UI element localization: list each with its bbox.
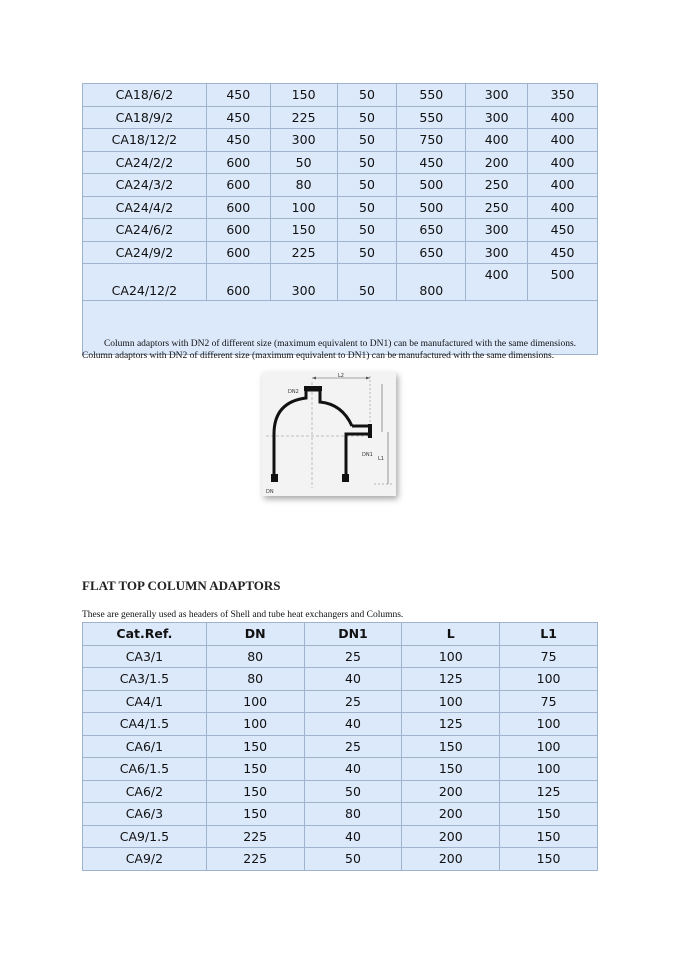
table-cell: 250 — [466, 196, 528, 219]
table-cell: 800 — [397, 264, 466, 301]
table-cell: 40 — [304, 825, 402, 848]
table-header-row — [83, 623, 598, 646]
dimensions-note: Column adaptors with DN2 of different size (maximum equivalent to DN1) can be manufactured with the same dimensions. — [82, 351, 555, 361]
table-cell: 500 — [397, 174, 466, 197]
table-cell: 40 — [304, 668, 402, 691]
table-cell: 50 — [337, 196, 397, 219]
cat-ref-cell: CA24/3/2 — [83, 174, 207, 197]
table-cell: 100 — [500, 758, 598, 781]
column-header: DN1 — [304, 623, 402, 646]
table-cell: 600 — [206, 219, 270, 242]
cat-ref-cell: CA3/1.5 — [83, 668, 207, 691]
table-cell: 100 — [500, 735, 598, 758]
table-row — [83, 106, 598, 129]
table-cell: 150 — [500, 825, 598, 848]
table-cell: 450 — [397, 151, 466, 174]
table-row — [83, 129, 598, 152]
cat-ref-cell: CA6/1.5 — [83, 758, 207, 781]
table-cell: 100 — [206, 690, 304, 713]
cat-ref-cell: CA6/1 — [83, 735, 207, 758]
column-adaptor-diagram — [262, 372, 396, 496]
table-cell: 50 — [337, 84, 397, 107]
flat-top-adaptors-table — [82, 622, 598, 871]
dn2-label: DN2 — [288, 389, 299, 395]
table-cell: 200 — [402, 825, 500, 848]
table-row — [83, 690, 598, 713]
cat-ref-cell: CA6/3 — [83, 803, 207, 826]
table-cell: 80 — [206, 668, 304, 691]
dn1-label: DN1 — [362, 452, 373, 458]
table-cell: 225 — [206, 848, 304, 871]
table-cell: 150 — [206, 735, 304, 758]
table-cell: 400 — [528, 151, 598, 174]
table-cell: 100 — [206, 713, 304, 736]
table-cell: 150 — [500, 848, 598, 871]
table-cell: 100 — [402, 645, 500, 668]
table-cell: 150 — [270, 84, 337, 107]
table-cell: 450 — [206, 106, 270, 129]
table-row — [83, 758, 598, 781]
section-heading: FLAT TOP COLUMN ADAPTORS — [82, 578, 281, 593]
table-cell: 450 — [528, 241, 598, 264]
column-header: DN — [206, 623, 304, 646]
column-adaptor-drawing — [262, 372, 396, 496]
table-row — [83, 668, 598, 691]
table-row — [83, 848, 598, 871]
table-cell: 225 — [270, 241, 337, 264]
table-cell: 750 — [397, 129, 466, 152]
table-row — [83, 174, 598, 197]
cat-ref-cell: CA18/9/2 — [83, 106, 207, 129]
table-cell: 200 — [466, 151, 528, 174]
table-cell: 300 — [270, 264, 337, 301]
table-cell: 225 — [270, 106, 337, 129]
table-cell: 40 — [304, 758, 402, 781]
table-cell: 350 — [528, 84, 598, 107]
table-row — [83, 219, 598, 242]
table-cell: 40 — [304, 713, 402, 736]
table-cell: 150 — [402, 735, 500, 758]
table-cell: 400 — [466, 129, 528, 152]
table-cell: 400 — [528, 129, 598, 152]
table-cell: 550 — [397, 106, 466, 129]
table-cell: 400 — [528, 196, 598, 219]
table-cell: 400 — [528, 174, 598, 197]
table-cell: 25 — [304, 735, 402, 758]
table-cell: 650 — [397, 241, 466, 264]
table-cell: 150 — [270, 219, 337, 242]
table-cell: 650 — [397, 219, 466, 242]
cat-ref-cell: CA6/2 — [83, 780, 207, 803]
table-cell: 300 — [466, 219, 528, 242]
table-cell: 150 — [206, 780, 304, 803]
cat-ref-cell: CA24/6/2 — [83, 219, 207, 242]
table-cell: 125 — [500, 780, 598, 803]
table-cell: 80 — [304, 803, 402, 826]
table-cell: 100 — [500, 668, 598, 691]
table-cell: 75 — [500, 645, 598, 668]
table-cell: 50 — [337, 151, 397, 174]
table-cell: 150 — [206, 803, 304, 826]
table-cell: 50 — [337, 106, 397, 129]
table-cell: 100 — [500, 713, 598, 736]
table-cell: 50 — [337, 264, 397, 301]
table-cell: 50 — [337, 174, 397, 197]
cat-ref-cell: CA24/4/2 — [83, 196, 207, 219]
cat-ref-cell: CA24/12/2 — [83, 264, 207, 301]
table-cell: 450 — [206, 84, 270, 107]
table-cell: 600 — [206, 151, 270, 174]
table-cell: 125 — [402, 713, 500, 736]
section-description: These are generally used as headers of Shell and tube heat exchangers and Columns. — [82, 610, 404, 620]
table-row — [83, 645, 598, 668]
table-row — [83, 735, 598, 758]
table-cell: 400 — [466, 264, 528, 301]
dimensions-table-column-adaptors — [82, 83, 598, 355]
table-cell: 600 — [206, 264, 270, 301]
table-cell: 50 — [337, 241, 397, 264]
table-row — [83, 780, 598, 803]
cat-ref-cell: CA4/1 — [83, 690, 207, 713]
table-row — [83, 264, 598, 301]
table-row — [83, 196, 598, 219]
table-cell: 500 — [528, 264, 598, 301]
table-cell: 200 — [402, 803, 500, 826]
table-cell: 150 — [402, 758, 500, 781]
cat-ref-cell: CA9/1.5 — [83, 825, 207, 848]
table-cell: 450 — [206, 129, 270, 152]
table-cell: 80 — [270, 174, 337, 197]
dn-label: DN — [266, 489, 274, 495]
cat-ref-cell: CA18/12/2 — [83, 129, 207, 152]
l2-label: L2 — [338, 373, 344, 379]
column-header: L — [402, 623, 500, 646]
table-cell: 100 — [402, 690, 500, 713]
table-cell: 125 — [402, 668, 500, 691]
table-cell: 300 — [466, 106, 528, 129]
cat-ref-cell: CA24/2/2 — [83, 151, 207, 174]
table-cell: 75 — [500, 690, 598, 713]
table-row — [83, 241, 598, 264]
table-cell: 200 — [402, 780, 500, 803]
column-header: L1 — [500, 623, 598, 646]
cat-ref-cell: CA4/1.5 — [83, 713, 207, 736]
table-row — [83, 713, 598, 736]
table-cell: 200 — [402, 848, 500, 871]
table-row — [83, 151, 598, 174]
table-cell: 50 — [337, 219, 397, 242]
table-cell: 550 — [397, 84, 466, 107]
table-cell: 600 — [206, 174, 270, 197]
table-cell: 225 — [206, 825, 304, 848]
cat-ref-cell: CA18/6/2 — [83, 84, 207, 107]
table-cell: 300 — [466, 84, 528, 107]
table-cell: 50 — [304, 780, 402, 803]
table-row — [83, 825, 598, 848]
cat-ref-cell: CA24/9/2 — [83, 241, 207, 264]
table-cell: 50 — [337, 129, 397, 152]
table-row — [83, 84, 598, 107]
column-header: Cat.Ref. — [83, 623, 207, 646]
table-cell: 600 — [206, 196, 270, 219]
table-cell: 300 — [270, 129, 337, 152]
table-cell: 50 — [270, 151, 337, 174]
table-cell: 250 — [466, 174, 528, 197]
l1-label: L1 — [378, 456, 384, 462]
table-cell: 500 — [397, 196, 466, 219]
table-cell: 150 — [500, 803, 598, 826]
table-note-cell: Column adaptors with DN2 of different size (maximum equivalent to DN1) can be manufactured with the same dimensions. — [83, 301, 598, 355]
table-cell: 25 — [304, 645, 402, 668]
table-cell: 450 — [528, 219, 598, 242]
table-cell: 100 — [270, 196, 337, 219]
table-cell: 300 — [466, 241, 528, 264]
table-cell: 400 — [528, 106, 598, 129]
table-cell: 50 — [304, 848, 402, 871]
table-cell: 600 — [206, 241, 270, 264]
table-row — [83, 803, 598, 826]
cat-ref-cell: CA9/2 — [83, 848, 207, 871]
cat-ref-cell: CA3/1 — [83, 645, 207, 668]
table-cell: 25 — [304, 690, 402, 713]
table-cell: 80 — [206, 645, 304, 668]
table-cell: 150 — [206, 758, 304, 781]
table-note-row — [83, 301, 598, 355]
